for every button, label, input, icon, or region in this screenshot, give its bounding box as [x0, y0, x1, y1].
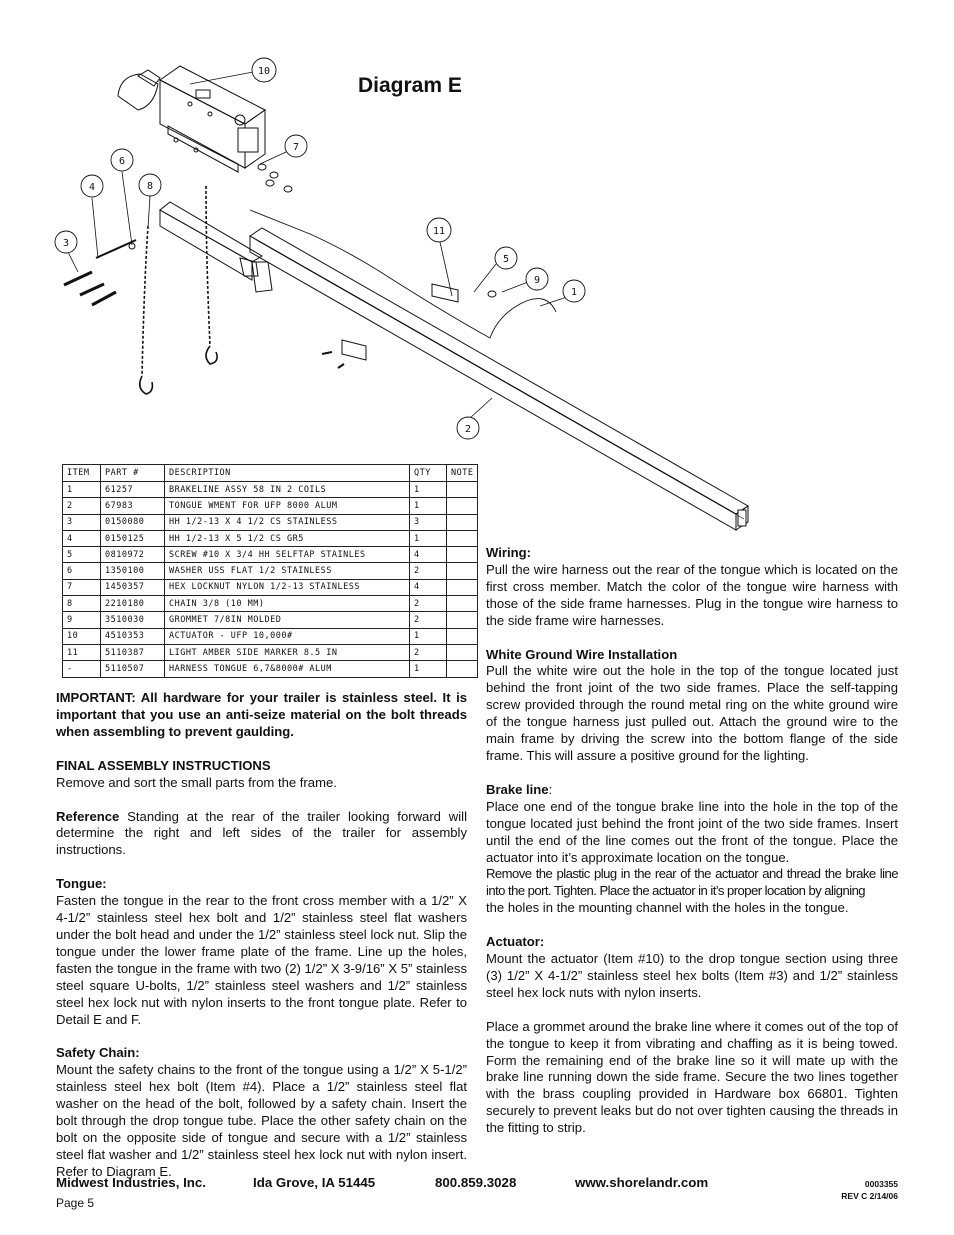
table-cell [447, 579, 478, 595]
table-header-row [63, 465, 478, 482]
table-cell: 1450357 [101, 579, 165, 595]
brake-line-heading-line [486, 782, 898, 799]
table-cell: 8 [63, 596, 101, 612]
actuator-heading: Actuator: [486, 934, 545, 950]
grommet-body: Place a grommet around the brake line where it comes out of the top of the tongue to keep it from vibrating and chaffing as it is being towed. Form the remaining end of the brake line so it will mate up with the brake line running down the side frame. Secure the two lines together with the brass coupling provided in Hardware box 66801. Tighten securely to prevent leaks but do not over tighten causing the threads in the fitting to strip. [486, 1018, 898, 1136]
table-cell: 61257 [101, 482, 165, 498]
table-row [63, 628, 478, 644]
safety-chain-heading: Safety Chain: [56, 1045, 140, 1061]
column-header: DESCRIPTION [165, 465, 410, 482]
table-cell [447, 514, 478, 530]
company-phone: 800.859.3028 [435, 1175, 517, 1190]
table-cell [447, 498, 478, 514]
brake-line-body-c: the holes in the mounting channel with the holes in the tongue. [486, 900, 849, 916]
table-cell: 2 [410, 644, 447, 660]
table-cell: 1 [63, 482, 101, 498]
table-cell: 1350100 [101, 563, 165, 579]
table-cell: LIGHT AMBER SIDE MARKER 8.5 IN [165, 644, 410, 660]
leader-lines [68, 72, 570, 418]
table-cell: HH 1/2-13 X 5 1/2 CS GR5 [165, 530, 410, 546]
table-cell: 2 [410, 612, 447, 628]
table-cell: 5 [63, 547, 101, 563]
table-cell: 4 [410, 547, 447, 563]
table-cell: 11 [63, 644, 101, 660]
table-cell: 5110507 [101, 661, 165, 677]
table-cell [447, 661, 478, 677]
table-cell: 1 [410, 530, 447, 546]
tongue-body: Fasten the tongue in the rear to the front cross member with a 1/2” X 4-1/2” stainless steel hex bolt and 1/2” stainless steel flat washers under the bolt head and under the 1/2” stainless steel lock nut. Slip the tongue under the lower frame plate of the frame. Line up the holes, fasten the tongue in the frame with two (2) 1/2” X 3-9/16” X 5” stainless steel square U-bolts, 1/2” stainless steel washers and 1/2” stainless steel hex lock nut with nylon inserts to the front tongue plate. Refer to Detail E and F. [56, 893, 467, 1027]
table-cell: 6 [63, 563, 101, 579]
table-cell: 7 [63, 579, 101, 595]
table-cell: 2 [410, 563, 447, 579]
page-number: Page 5 [56, 1196, 95, 1210]
final-assembly-heading: FINAL ASSEMBLY INSTRUCTIONS [56, 757, 271, 773]
column-header: QTY [410, 465, 447, 482]
table-cell [447, 612, 478, 628]
bolts [64, 240, 136, 305]
callout-label: 6 [118, 156, 126, 167]
table-cell [447, 563, 478, 579]
table-row [63, 547, 478, 563]
callout-label: 8 [146, 181, 154, 192]
callout-label: 5 [502, 254, 510, 265]
callout-label: 2 [464, 424, 472, 435]
brake-line-body-a: Place one end of the tongue brake line into the hole in the top of the tongue located just behind the front joint of the two side frames. Insert until the end of the line comes out the front of the tongue. Place the actuator into it’s approximate location on the tongue. [486, 798, 898, 865]
company-city: Ida Grove, IA 51445 [253, 1175, 376, 1190]
callout-label: 1 [570, 287, 578, 298]
table-cell: 1 [410, 628, 447, 644]
tongue-heading: Tongue: [56, 876, 107, 892]
chain-hooks [140, 346, 217, 394]
side-markers [322, 284, 458, 368]
safety-chains [142, 186, 210, 376]
table-cell: 2210180 [101, 596, 165, 612]
table-cell [447, 482, 478, 498]
table-cell: SCREW #10 X 3/4 HH SELFTAP STAINLES [165, 547, 410, 563]
table-row [63, 661, 478, 677]
table-row [63, 596, 478, 612]
table-cell: BRAKELINE ASSY 58 IN 2 COILS [165, 482, 410, 498]
safety-chain-body: Mount the safety chains to the front of the tongue using a 1/2” X 5-1/2” stainless steel hex bolt (Item #4). Place a 1/2” stainless steel flat washer on the head of the bolt, followed by a safety chain. Insert the bolt through the drop tongue tube. Place the other safety chain on the bolt on the opposite side of tongue and secure with a 1/2” stainless steel flat washer and 1/2” stainless steel hex lock nut with nylon insert. Refer to Diagram E. [56, 1062, 467, 1179]
actuator [118, 66, 265, 172]
parts-table [62, 464, 478, 678]
document-revision: REV C 2/14/06 [841, 1191, 898, 1201]
table-row [63, 563, 478, 579]
table-row [63, 498, 478, 514]
table-cell: GROMMET 7/8IN MOLDED [165, 612, 410, 628]
ground-wire-heading: White Ground Wire Installation [486, 646, 678, 662]
company-website[interactable]: www.shorelandr.com [575, 1175, 709, 1190]
table-row [63, 530, 478, 546]
column-header: PART # [101, 465, 165, 482]
table-cell: 3510030 [101, 612, 165, 628]
document-code [841, 1178, 898, 1202]
important-notice: IMPORTANT: All hardware for your trailer is stainless steel. It is important that you use an anti-seize material on the bolt threads when assembling to prevent gaulding. [56, 690, 467, 739]
diagram-title: Diagram E [358, 74, 462, 97]
table-row [63, 514, 478, 530]
table-cell: 1 [410, 661, 447, 677]
brake-line-colon: : [548, 781, 553, 797]
reference-paragraph [56, 809, 467, 860]
reference-label: Reference [56, 808, 120, 824]
table-cell: 1 [410, 482, 447, 498]
table-cell [447, 596, 478, 612]
table-cell: CHAIN 3/8 (10 MM) [165, 596, 410, 612]
table-row [63, 612, 478, 628]
document-number: 0003355 [864, 1179, 898, 1189]
brake-line-body-b: Remove the plastic plug in the rear of the actuator and thread the brake line into the port. Tighten. Place the actuator in it’s proper location by aligning [486, 866, 898, 899]
table-cell: 3 [410, 514, 447, 530]
table-row [63, 579, 478, 595]
table-cell [447, 644, 478, 660]
table-row [63, 644, 478, 660]
company-name: Midwest Industries, Inc. [56, 1175, 206, 1190]
final-assembly-body: Remove and sort the small parts from the frame. [56, 774, 337, 790]
table-cell: 2 [63, 498, 101, 514]
callout-label: 7 [292, 142, 300, 153]
table-cell: TONGUE WMENT FOR UFP 8000 ALUM [165, 498, 410, 514]
table-cell: 1 [410, 498, 447, 514]
table-cell: - [63, 661, 101, 677]
table-cell: 10 [63, 628, 101, 644]
table-cell: HEX LOCKNUT NYLON 1/2-13 STAINLESS [165, 579, 410, 595]
table-cell: 0810972 [101, 547, 165, 563]
table-cell: 0150125 [101, 530, 165, 546]
actuator-body: Mount the actuator (Item #10) to the drop tongue section using three (3) 1/2” X 4-1/2” stainless steel hex bolts (Item #3) and 1/2” stainless steel hex lock nuts with nylon inserts. [486, 951, 898, 1000]
right-column [486, 545, 898, 1137]
table-row [63, 482, 478, 498]
table-cell: 0150080 [101, 514, 165, 530]
brake-line-heading: Brake line [486, 781, 549, 797]
exploded-parts-drawing [0, 0, 954, 540]
table-cell [447, 628, 478, 644]
wiring-heading: Wiring: [486, 545, 531, 560]
left-column [56, 690, 467, 1181]
table-cell: HARNESS TONGUE 6,7&8000# ALUM [165, 661, 410, 677]
table-cell: 4 [410, 579, 447, 595]
column-header: NOTE [447, 465, 478, 482]
callout-label: 11 [432, 226, 446, 237]
ground-wire-body: Pull the white wire out the hole in the top of the tongue located just behind the front joint of the two side frames. Place the self-tapping screw provided through the round metal ring on the white ground wire of the tongue harness just pulled out. Attach the ground wire to the main frame by driving the screw into the bottom flange of the side frame. This will assure a positive ground for the lighting. [486, 663, 898, 763]
table-cell: 4510353 [101, 628, 165, 644]
table-cell: WASHER USS FLAT 1/2 STAINLESS [165, 563, 410, 579]
brake-line [250, 210, 556, 338]
drop-tongue-tube [160, 202, 272, 292]
table-cell: 9 [63, 612, 101, 628]
table-cell [447, 547, 478, 563]
wiring-body: Pull the wire harness out the rear of the tongue which is located on the first cross member. Match the color of the tongue wire harness with those of the side frame harnesses. Plug in the tongue wire harness to the side frame wire harnesses. [486, 561, 898, 628]
table-cell: 3 [63, 514, 101, 530]
reference-body: Standing at the rear of the trailer looking forward will determine the right and left sides of the trailer for assembly instructions. [56, 808, 467, 858]
table-cell: 2 [410, 596, 447, 612]
callout-label: 4 [88, 182, 96, 193]
parts-table-body [63, 482, 478, 678]
callout-label: 9 [533, 275, 541, 286]
table-cell: 67983 [101, 498, 165, 514]
callout-label: 10 [257, 66, 271, 77]
callout-label: 3 [62, 238, 70, 249]
table-cell [447, 530, 478, 546]
table-cell: ACTUATOR - UFP 10,000# [165, 628, 410, 644]
column-header: ITEM [63, 465, 101, 482]
table-cell: 4 [63, 530, 101, 546]
table-cell: HH 1/2-13 X 4 1/2 CS STAINLESS [165, 514, 410, 530]
table-cell: 5110387 [101, 644, 165, 660]
